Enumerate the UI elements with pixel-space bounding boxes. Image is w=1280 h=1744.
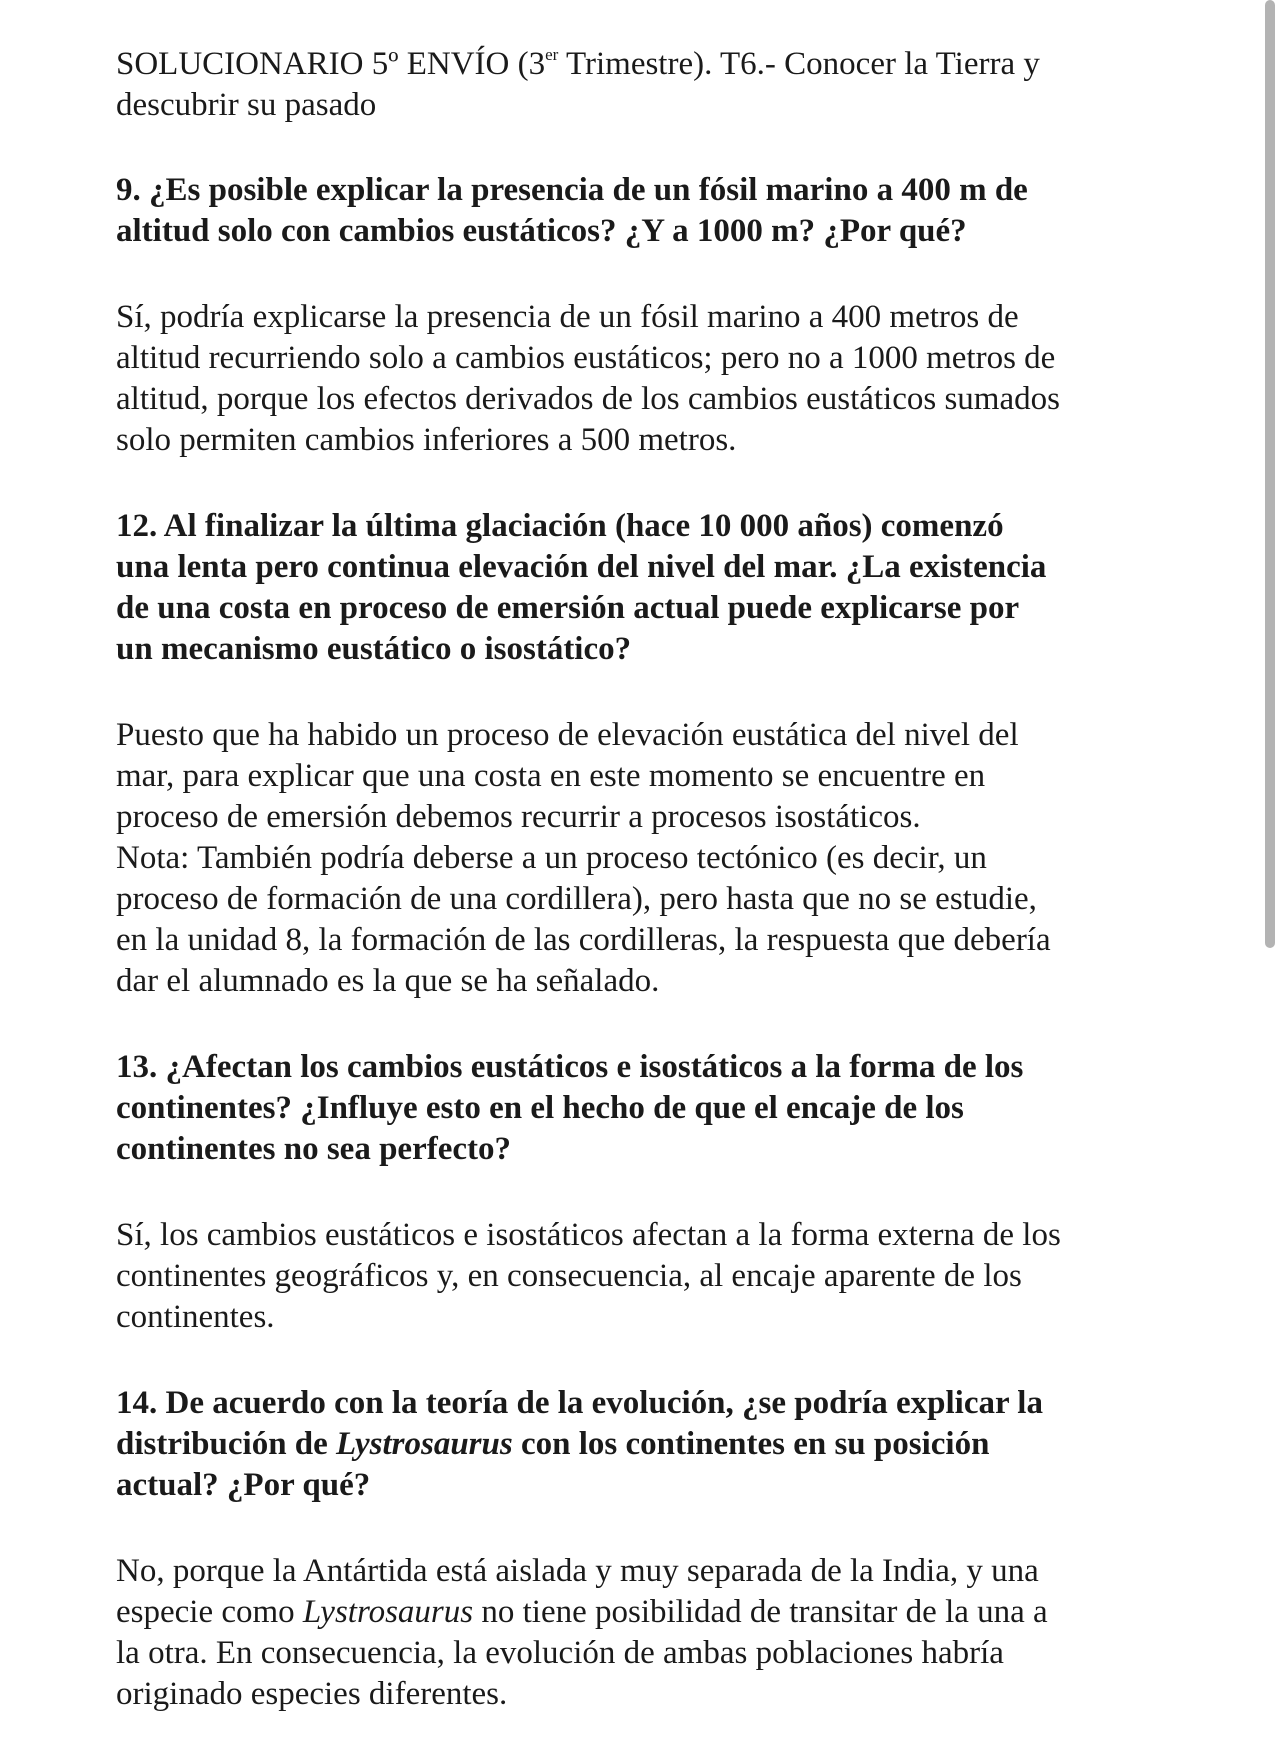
question-12: 12. Al finalizar la última glaciación (hace 10 000 años) comenzó una lenta pero continua elevación del nivel del mar. ¿La existencia de una costa en proceso de emersión actual puede explicarse por un mecanismo eustático o isostático?	[116, 508, 1047, 667]
scrollbar-thumb[interactable]	[1265, 0, 1275, 948]
species-name-italic: Lystrosaurus	[302, 1594, 474, 1630]
answer-9: Sí, podría explicarse la presencia de un fósil marino a 400 metros de altitud recurriendo solo a cambios eustáticos; pero no a 1000 metros de altitud, porque los efectos derivados de los cambios eustáticos sumados solo permiten cambios inferiores a 500 metros.	[116, 299, 1060, 458]
title-line-2: descubrir su pasado	[116, 87, 377, 123]
answer-12: Puesto que ha habido un proceso de elevación eustática del nivel del mar, para explicar que una costa en este momento se encuentre en proceso de emersión debemos recurrir a procesos isostáticos. Nota: También podría deberse a un proceso tectónico (es decir, un proceso de formación de una cordillera), pero hasta que no se estudie, en la unidad 8, la formación de las cordilleras, la respuesta que debería dar el alumnado es la que se ha señalado.	[116, 717, 1051, 999]
title-text-continued: Trimestre). T6.- Conocer la Tierra y	[558, 46, 1040, 82]
question-13: 13. ¿Afectan los cambios eustáticos e isostáticos a la forma de los continentes? ¿Influye esto en el hecho de que el encaje de los continentes no sea perfecto?	[116, 1049, 1024, 1167]
document-page	[116, 44, 1176, 1715]
answer-13: Sí, los cambios eustáticos e isostáticos afectan a la forma externa de los continentes geográficos y, en consecuencia, al encaje aparente de los continentes.	[116, 1217, 1061, 1335]
species-name-italic: Lystrosaurus	[336, 1426, 513, 1462]
title-superscript: er	[545, 45, 559, 64]
title-text: SOLUCIONARIO 5º ENVÍO (3	[116, 46, 546, 82]
vertical-scrollbar[interactable]	[1258, 0, 1280, 1744]
question-14: 14. De acuerdo con la teoría de la evolución, ¿se podría explicar la distribución de Lystrosaurus con los continentes en su posición actual? ¿Por qué?	[116, 1385, 1043, 1503]
document-title	[116, 44, 1176, 126]
question-9: 9. ¿Es posible explicar la presencia de un fósil marino a 400 m de altitud solo con cambios eustáticos? ¿Y a 1000 m? ¿Por qué?	[116, 172, 1028, 249]
answer-14: No, porque la Antártida está aislada y muy separada de la India, y una especie como Lystrosaurus no tiene posibilidad de transitar de la una a la otra. En consecuencia, la evolución de ambas poblaciones habría originado especies diferentes.	[116, 1553, 1048, 1712]
answer-12-note: Nota: También podría deberse a un proceso tectónico (es decir, un	[116, 840, 987, 876]
